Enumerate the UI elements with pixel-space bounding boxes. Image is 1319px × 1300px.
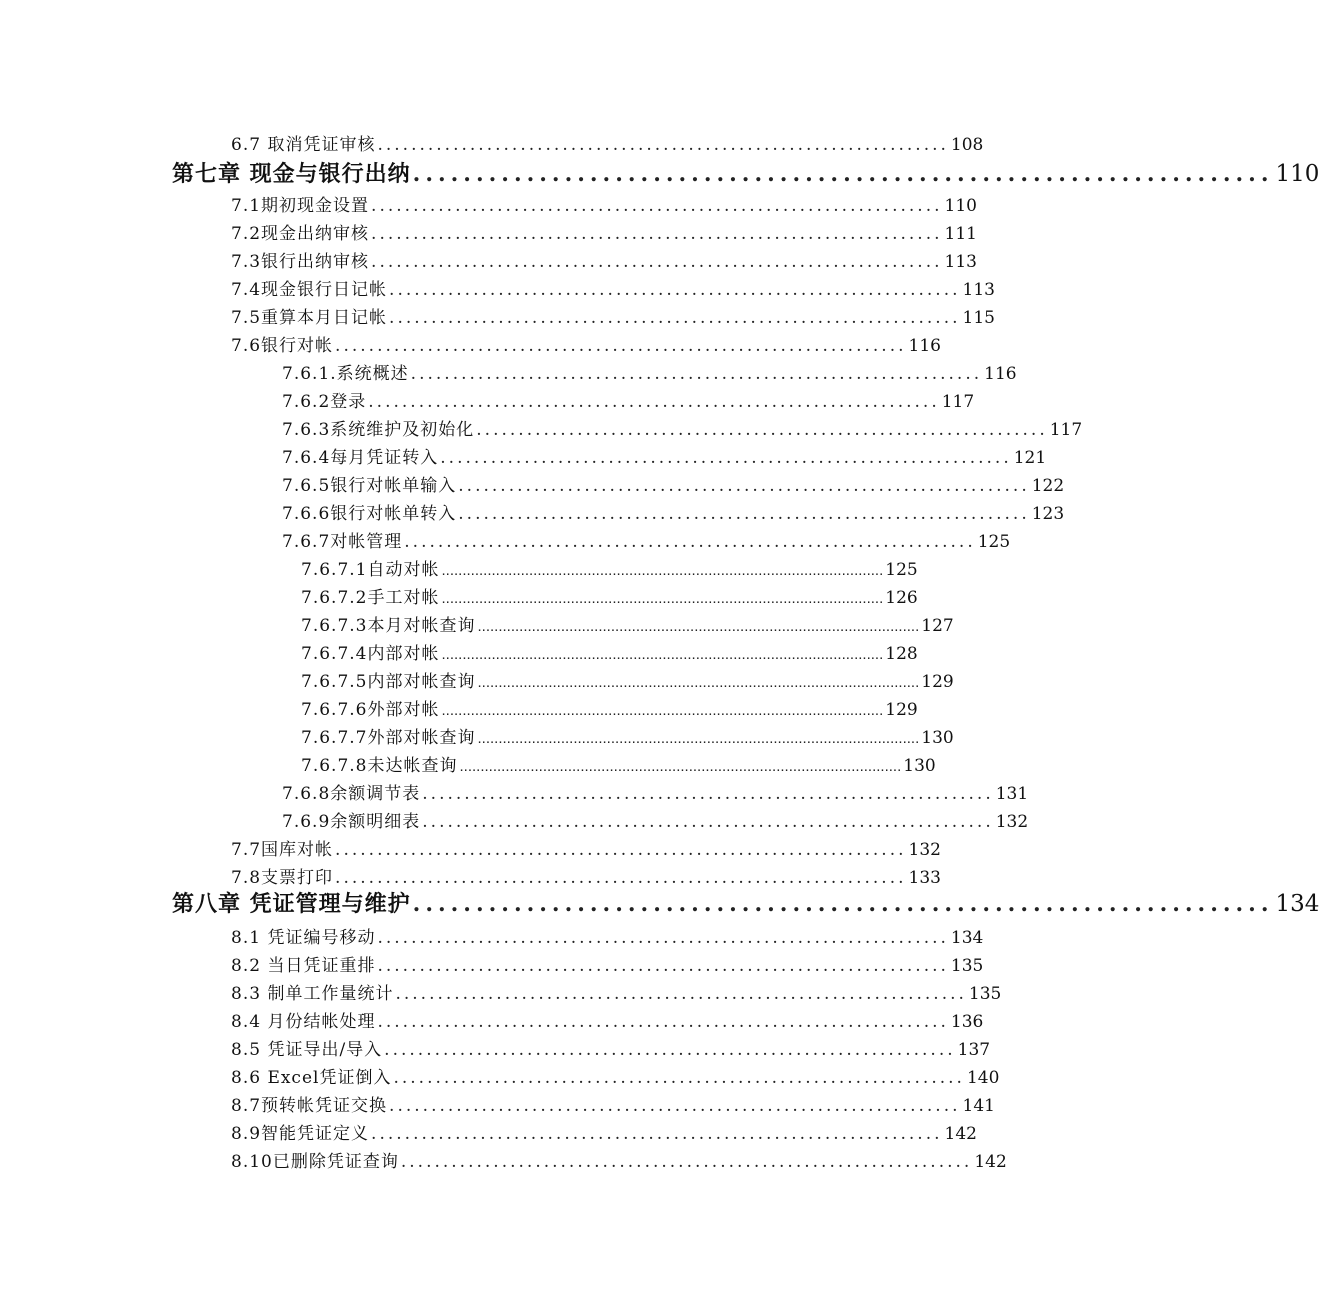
toc-entry-page: 140: [966, 1068, 1000, 1088]
toc-entry-page: 142: [944, 1124, 977, 1144]
toc-entry-label: 8.7预转帐凭证交换: [231, 1096, 388, 1116]
dot-leader: ..........................................................................................................: [441, 702, 884, 719]
dot-leader: ....................................................................: [410, 364, 983, 384]
toc-entry-page: 117: [1049, 420, 1083, 440]
toc-entry-page: 135: [950, 956, 984, 976]
toc-entry-page: 117: [941, 392, 975, 412]
toc-entry-label: 7.6.5银行对帐单输入: [282, 476, 457, 496]
toc-entry-page: 110: [944, 196, 977, 216]
toc-entry[interactable]: [301, 751, 936, 777]
toc-entry-label: 7.4现金银行日记帐: [231, 280, 388, 300]
toc-entry-label: 7.6.9余额明细表: [282, 812, 421, 832]
toc-entry-page: 130: [903, 756, 936, 776]
toc-entry[interactable]: [282, 471, 1065, 497]
dot-leader: ....................................................................: [371, 224, 943, 244]
dot-leader: ....................................................................: [368, 392, 940, 412]
dot-leader: ....................................................................: [393, 1068, 965, 1088]
toc-entry[interactable]: [231, 275, 995, 301]
toc-entry-label: 7.6.1.系统概述: [282, 364, 409, 384]
toc-entry-label: 7.6.7.7外部对帐查询: [301, 728, 476, 748]
toc-chapter-label: 第八章 凭证管理与维护: [172, 891, 411, 917]
toc-entry-label: 7.6.7.8未达帐查询: [301, 756, 458, 776]
toc-entry[interactable]: [301, 611, 954, 637]
toc-entry-label: 8.6 Excel凭证倒入: [231, 1068, 392, 1088]
toc-entry-label: 7.6.3系统维护及初始化: [282, 420, 475, 440]
toc-entry[interactable]: [231, 951, 984, 977]
toc-chapter-entry[interactable]: [172, 157, 1319, 189]
toc-entry-page: 134: [950, 928, 984, 948]
dot-leader: ....................................................................: [377, 135, 949, 155]
toc-entry[interactable]: [231, 1147, 1007, 1173]
toc-entry-page: 131: [995, 784, 1029, 804]
toc-entry[interactable]: [282, 359, 1017, 385]
toc-entry-page: 133: [908, 868, 941, 888]
toc-entry-label: 7.2现金出纳审核: [231, 224, 370, 244]
toc-entry[interactable]: [301, 695, 918, 721]
dot-leader: ....................................................................: [371, 196, 943, 216]
toc-entry[interactable]: [301, 639, 918, 665]
toc-entry-label: 7.7国库对帐: [231, 840, 334, 860]
toc-entry-page: 127: [921, 616, 954, 636]
dot-leader: ..........................................................................................................: [441, 562, 884, 579]
dot-leader: ....................................................................: [384, 1040, 956, 1060]
toc-entry-label: 8.1 凭证编号移动: [231, 928, 376, 948]
toc-entry-label: 7.6.2登录: [282, 392, 367, 412]
toc-entry-page: 115: [962, 308, 995, 328]
toc-entry[interactable]: [301, 723, 954, 749]
toc-entry-label: 7.6.7.4内部对帐: [301, 644, 440, 664]
dot-leader: ....................................................................: [404, 532, 976, 552]
dot-leader: ....................................................................: [371, 1124, 943, 1144]
toc-chapter-page: 110: [1275, 161, 1319, 187]
dot-leader: ....................................................................: [371, 252, 943, 272]
dot-leader: ....................................................................: [335, 336, 907, 356]
toc-entry-page: 136: [950, 1012, 984, 1032]
toc-entry-label: 8.2 当日凭证重排: [231, 956, 376, 976]
dot-leader: ....................................................................: [400, 1152, 973, 1172]
toc-entry[interactable]: [231, 247, 977, 273]
dot-leader: ....................................................................: [335, 840, 907, 860]
toc-entry-label: 8.4 月份结帐处理: [231, 1012, 376, 1032]
toc-entry[interactable]: [301, 583, 918, 609]
toc-entry-page: 126: [885, 588, 918, 608]
dot-leader: ..........................................................................................................: [477, 674, 920, 691]
dot-leader: ....................................................................: [335, 868, 907, 888]
dot-leader: ....................................................................: [476, 420, 1048, 440]
dot-leader: ....................................................................: [377, 928, 949, 948]
toc-entry-page: 132: [908, 840, 941, 860]
toc-entry[interactable]: [231, 835, 941, 861]
toc-entry[interactable]: [231, 923, 984, 949]
toc-entry-label: 7.6.7.1自动对帐: [301, 560, 440, 580]
toc-entry-page: 129: [921, 672, 954, 692]
toc-entry[interactable]: [301, 555, 918, 581]
dot-leader: ....................................................................: [395, 984, 967, 1004]
toc-entry-label: 8.9智能凭证定义: [231, 1124, 370, 1144]
dot-leader: ....................................................................: [422, 784, 994, 804]
dot-leader: ....................................................................: [389, 280, 961, 300]
toc-entry-label: 7.6银行对帐: [231, 336, 334, 356]
toc-entry[interactable]: [282, 415, 1083, 441]
toc-entry[interactable]: [282, 499, 1065, 525]
toc-entry-label: 7.6.7对帐管理: [282, 532, 403, 552]
toc-entry-label: 7.6.8余额调节表: [282, 784, 421, 804]
toc-entry-label: 7.3银行出纳审核: [231, 252, 370, 272]
toc-entry[interactable]: [231, 1063, 1000, 1089]
toc-entry[interactable]: [231, 303, 995, 329]
toc-entry-page: 130: [921, 728, 954, 748]
toc-entry[interactable]: [282, 807, 1029, 833]
toc-entry[interactable]: [231, 1119, 977, 1145]
toc-entry[interactable]: [282, 527, 1011, 553]
toc-entry-label: 8.5 凭证导出/导入: [231, 1040, 383, 1060]
dot-leader: ....................................................................: [389, 1096, 961, 1116]
toc-entry-page: 113: [962, 280, 995, 300]
toc-entry-page: 129: [885, 700, 918, 720]
toc-entry-label: 7.6.7.5内部对帐查询: [301, 672, 476, 692]
toc-entry-page: 125: [977, 532, 1011, 552]
toc-entry-page: 122: [1031, 476, 1065, 496]
dot-leader: ....................................................................: [440, 448, 1012, 468]
toc-entry[interactable]: [282, 443, 1047, 469]
dot-leader: ....................................................................: [377, 1012, 949, 1032]
toc-entry[interactable]: [282, 779, 1029, 805]
dot-leader: ..........................................................................................................: [441, 646, 884, 663]
toc-entry-label: 8.10已删除凭证查询: [231, 1152, 399, 1172]
toc-entry[interactable]: [231, 1091, 995, 1117]
toc-entry-page: 121: [1013, 448, 1047, 468]
toc-entry[interactable]: [282, 387, 975, 413]
toc-entry-page: 116: [984, 364, 1017, 384]
toc-chapter-entry[interactable]: [172, 887, 1319, 919]
dot-leader: ....................................................................: [377, 956, 949, 976]
toc-entry-label: 7.6.4每月凭证转入: [282, 448, 439, 468]
dot-leader: ....................................................................: [422, 812, 994, 832]
toc-entry[interactable]: [231, 219, 977, 245]
toc-entry[interactable]: [231, 191, 977, 217]
toc-entry-page: 142: [974, 1152, 1007, 1172]
toc-chapter-page: 134: [1275, 891, 1319, 917]
toc-entry-page: 135: [968, 984, 1002, 1004]
dot-leader: ..........................................................................................................: [477, 730, 920, 747]
toc-entry[interactable]: [231, 863, 941, 889]
dot-leader: ..........................................................................................................: [441, 590, 884, 607]
toc-entry-label: 7.5重算本月日记帐: [231, 308, 388, 328]
toc-entry-page: 108: [950, 135, 984, 155]
toc-entry-page: 113: [944, 252, 977, 272]
dot-leader: ....................................................................: [412, 161, 1274, 187]
dot-leader: ..........................................................................................................: [477, 618, 920, 635]
toc-entry-label: 6.7 取消凭证审核: [231, 135, 376, 155]
toc-entry[interactable]: [231, 1035, 991, 1061]
toc-entry-page: 125: [885, 560, 918, 580]
dot-leader: ....................................................................: [412, 891, 1274, 917]
toc-entry[interactable]: [231, 1007, 984, 1033]
toc-entry-label: 7.6.7.6外部对帐: [301, 700, 440, 720]
toc-entry-label: 7.8支票打印: [231, 868, 334, 888]
toc-entry-label: 7.6.7.2手工对帐: [301, 588, 440, 608]
toc-entry-page: 116: [908, 336, 941, 356]
dot-leader: ....................................................................: [389, 308, 961, 328]
dot-leader: ....................................................................: [458, 504, 1030, 524]
toc-chapter-label: 第七章 现金与银行出纳: [172, 161, 411, 187]
toc-entry-page: 111: [944, 224, 977, 244]
toc-entry-label: 7.6.6银行对帐单转入: [282, 504, 457, 524]
dot-leader: ..........................................................................................................: [459, 758, 902, 775]
toc-entry[interactable]: [301, 667, 954, 693]
toc-entry-label: 8.3 制单工作量统计: [231, 984, 394, 1004]
toc-entry[interactable]: [231, 331, 941, 357]
toc-entry-page: 128: [885, 644, 918, 664]
toc-entry-label: 7.1期初现金设置: [231, 196, 370, 216]
dot-leader: ....................................................................: [458, 476, 1030, 496]
toc-entry-page: 137: [957, 1040, 991, 1060]
toc-entry-page: 123: [1031, 504, 1065, 524]
toc-entry-label: 7.6.7.3本月对帐查询: [301, 616, 476, 636]
toc-entry-page: 141: [962, 1096, 995, 1116]
toc-entry[interactable]: [231, 979, 1002, 1005]
toc-entry-page: 132: [995, 812, 1029, 832]
toc-entry[interactable]: [231, 130, 984, 156]
